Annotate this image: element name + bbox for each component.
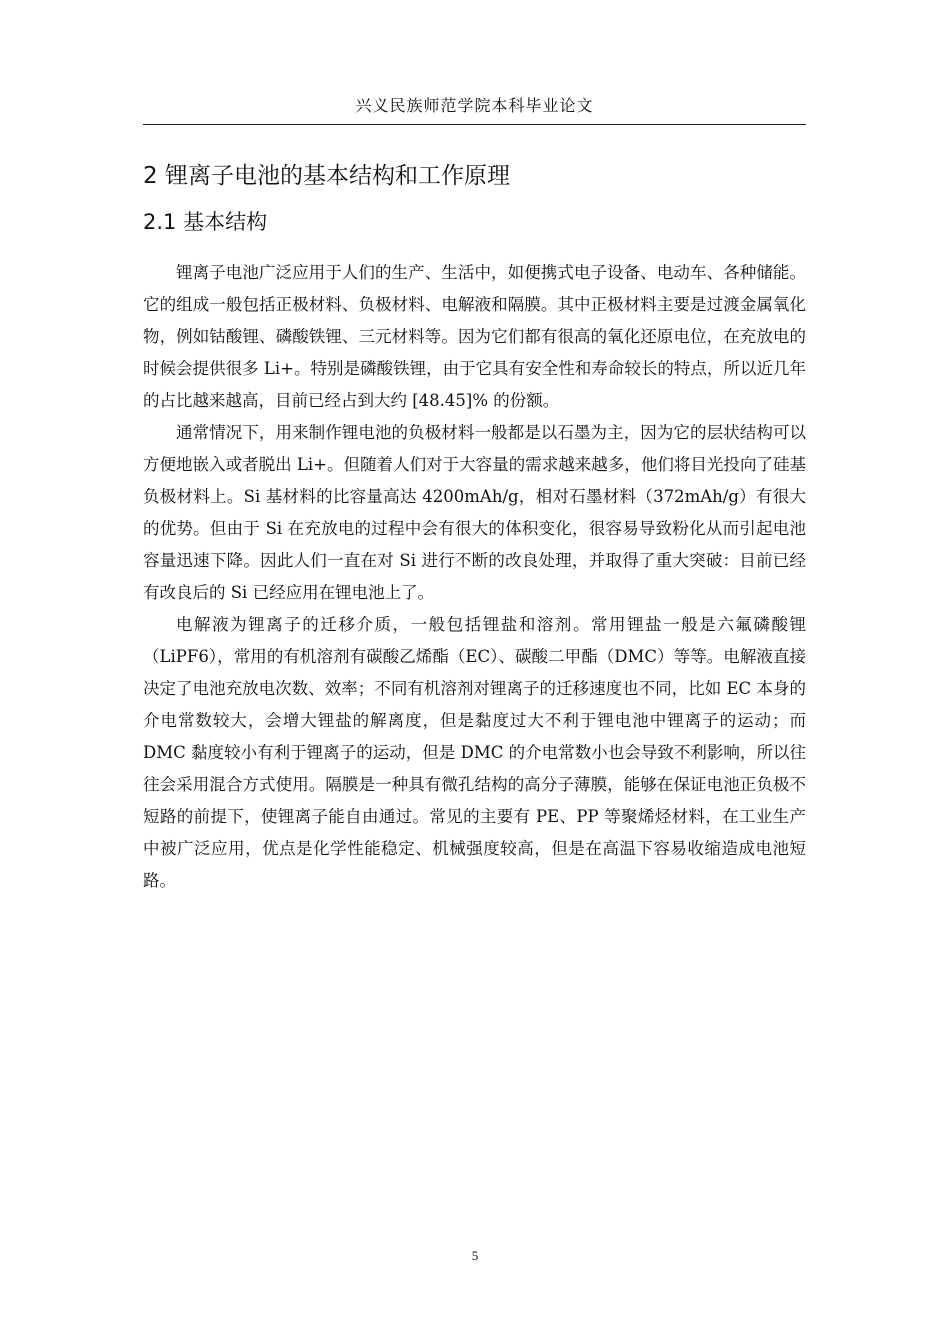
page-number: 5 xyxy=(471,1248,479,1263)
body-text xyxy=(143,257,806,897)
header-divider xyxy=(143,124,806,125)
section-title: 2.1 基本结构 xyxy=(143,210,268,234)
paragraph-1: 锂离子电池广泛应用于人们的生产、生活中，如便携式电子设备、电动车、各种储能。它的组成一般包括正极材料、负极材料、电解液和隔膜。其中正极材料主要是过渡金属氧化物，例如钴酸锂、磷酸铁锂、三元材料等。因为它们都有很高的氧化还原电位，在充放电的时候会提供很多 Li+。特别是磷酸铁锂，由于它具有安全性和寿命较长的特点，所以近几年的占比越来越高，目前已经占到大约 [48.45]% 的份额。 xyxy=(143,263,806,410)
chapter-title: 2 锂离子电池的基本结构和工作原理 xyxy=(143,163,510,189)
page-header: 兴义民族师范学院本科毕业论文 xyxy=(355,96,594,115)
paragraph-2: 通常情况下，用来制作锂电池的负极材料一般都是以石墨为主，因为它的层状结构可以方便地嵌入或者脱出 Li+。但随着人们对于大容量的需求越来越多，他们将目光投向了硅基负极材料上。Si 基材料的比容量高达 4200mAh/g，相对石墨材料（372mAh/g）有很大的优势。但由于 Si 在充放电的过程中会有很大的体积变化，很容易导致粉化从而引起电池容量迅速下降。因此人们一直在对 Si 进行不断的改良处理，并取得了重大突破：目前已经有改良后的 Si 已经应用在锂电池上了。 xyxy=(143,423,806,602)
paragraph-3: 电解液为锂离子的迁移介质，一般包括锂盐和溶剂。常用锂盐一般是六氟磷酸锂（LiPF6），常用的有机溶剂有碳酸乙烯酯（EC）、碳酸二甲酯（DMC）等等。电解液直接决定了电池充放电次数、效率；不同有机溶剂对锂离子的迁移速度也不同，比如 EC 本身的介电常数较大，会增大锂盐的解离度，但是黏度过大不利于锂电池中锂离子的运动；而 DMC 黏度较小有利于锂离子的运动，但是 DMC 的介电常数小也会导致不利影响，所以往往会采用混合方式使用。隔膜是一种具有微孔结构的高分子薄膜，能够在保证电池正负极不短路的前提下，使锂离子能自由通过。常见的主要有 PE、PP 等聚烯烃材料，在工业生产中被广泛应用，优点是化学性能稳定、机械强度较高，但是在高温下容易收缩造成电池短路。 xyxy=(143,615,806,890)
